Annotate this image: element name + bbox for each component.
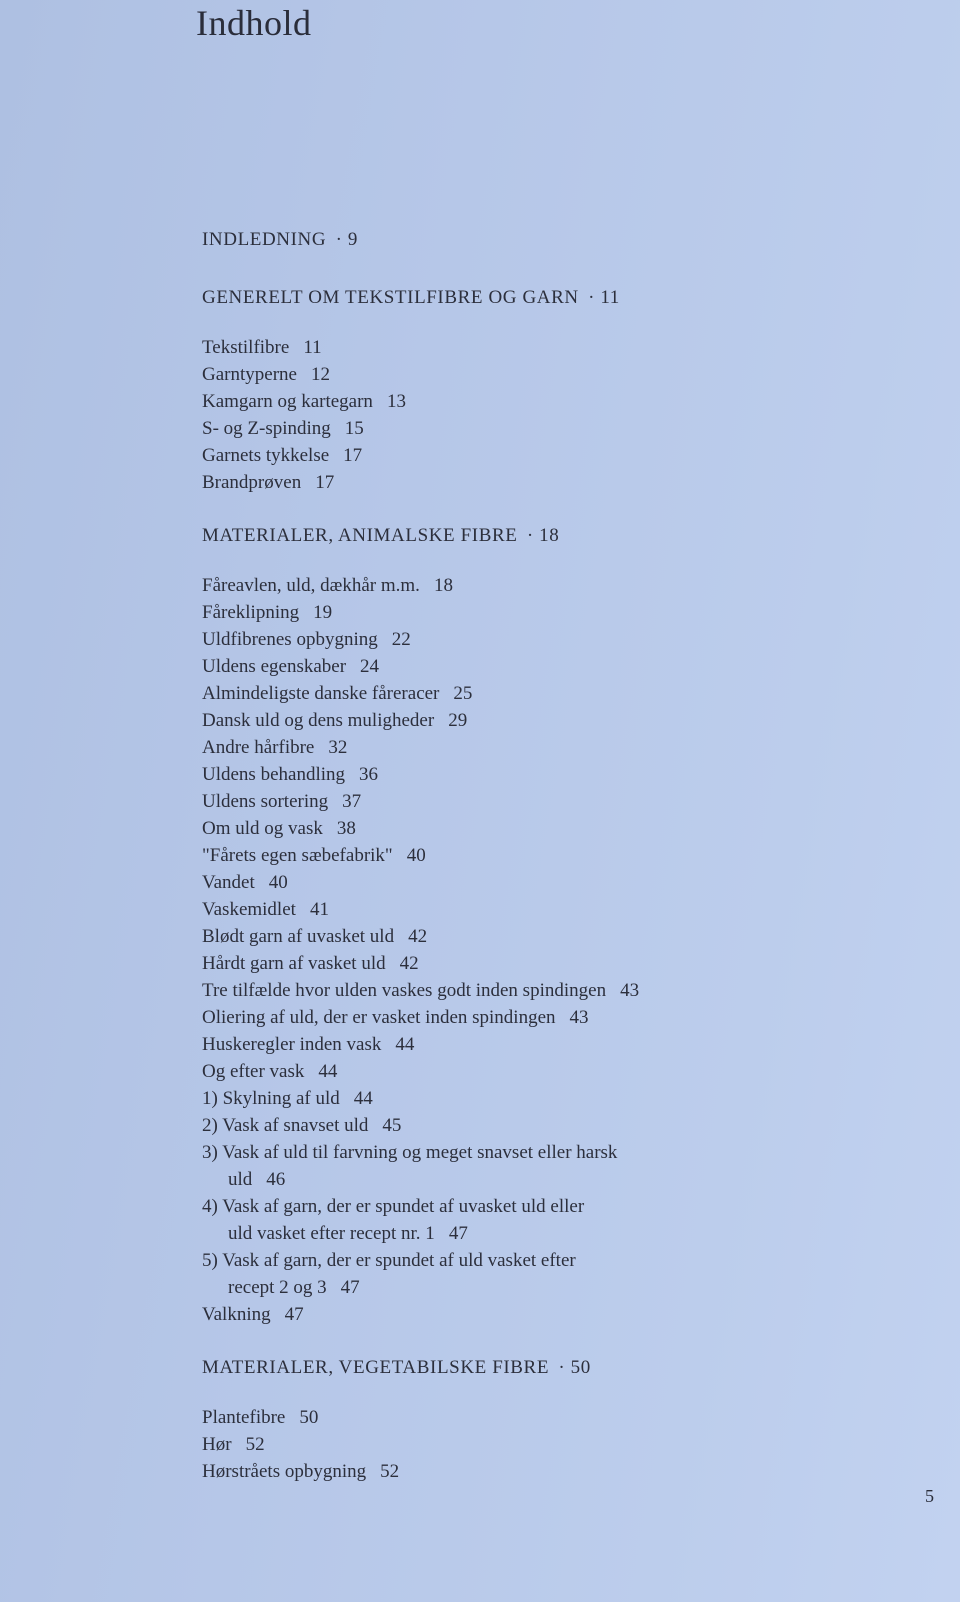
entry-title-continued: recept 2 og 3 (228, 1277, 327, 1298)
entry-title: Fåreklipning (202, 602, 300, 623)
entry-page: 17 (343, 445, 363, 466)
entry-page: 43 (569, 1007, 589, 1028)
toc-entry (202, 1458, 922, 1485)
toc-entry (202, 842, 922, 869)
toc-entry-list (202, 572, 922, 1328)
toc-entry (202, 442, 922, 469)
section-page: · 11 (588, 287, 620, 308)
toc-entry (202, 869, 922, 896)
entry-title: 5) Vask af garn, der er spundet af uld vasket efter (202, 1250, 576, 1271)
entry-page: 12 (310, 364, 330, 385)
entry-title: Vaskemidlet (202, 899, 296, 920)
toc-entry (202, 815, 922, 842)
toc-entry (202, 1193, 922, 1247)
entry-title: Og efter vask (202, 1061, 305, 1082)
entry-page: 38 (336, 818, 356, 839)
entry-page: 37 (342, 791, 362, 812)
entry-page: 24 (360, 656, 380, 677)
entry-title: Uldens behandling (202, 764, 346, 785)
entry-title: Almindeligste danske fåreracer (202, 683, 440, 704)
entry-page: 47 (448, 1223, 468, 1244)
entry-title: Brandprøven (202, 472, 302, 493)
toc-entry (202, 761, 922, 788)
entry-title: Tekstilfibre (202, 337, 290, 358)
toc-entry (202, 1058, 922, 1085)
section-page: · 18 (526, 525, 560, 546)
entry-page: 50 (299, 1407, 319, 1428)
toc-entry (202, 1085, 922, 1112)
entry-title: Vandet (202, 872, 255, 893)
entry-title: Uldens sortering (202, 791, 329, 812)
entry-title: Om uld og vask (202, 818, 323, 839)
entry-page: 18 (433, 575, 453, 596)
toc-entry (202, 361, 922, 388)
entry-title: 1) Skylning af uld (202, 1088, 340, 1109)
entry-title: Kamgarn og kartegarn (202, 391, 373, 412)
entry-title: Blødt garn af uvasket uld (202, 926, 395, 947)
entry-title: Uldens egenskaber (202, 656, 347, 677)
entry-title: Garnets tykkelse (202, 445, 330, 466)
entry-page: 11 (303, 337, 322, 358)
toc-section-heading (202, 284, 922, 312)
entry-page: 45 (382, 1115, 402, 1136)
entry-page: 29 (448, 710, 468, 731)
section-title: INDLEDNING (202, 229, 327, 250)
entry-page: 17 (315, 472, 335, 493)
toc-entry (202, 653, 922, 680)
entry-page: 15 (344, 418, 364, 439)
section-page: · 9 (335, 229, 358, 250)
entry-title: "Fårets egen sæbefabrik" (202, 845, 393, 866)
toc-entry (202, 334, 922, 361)
toc-entry (202, 1431, 922, 1458)
toc-section-heading (202, 1354, 922, 1382)
entry-page: 13 (386, 391, 406, 412)
entry-title-continuation (228, 1274, 922, 1301)
toc-entry (202, 977, 922, 1004)
toc-entry (202, 1404, 922, 1431)
toc-section-heading (202, 226, 922, 254)
entry-title-continued: uld (228, 1169, 253, 1190)
toc-entry (202, 923, 922, 950)
toc-entry (202, 1139, 922, 1193)
entry-page: 42 (408, 926, 428, 947)
entry-page: 25 (453, 683, 473, 704)
toc-entry (202, 415, 922, 442)
entry-title: Valkning (202, 1304, 271, 1325)
toc-entry (202, 788, 922, 815)
page-title: Indhold (196, 3, 312, 43)
section-title: MATERIALER, ANIMALSKE FIBRE (202, 525, 518, 546)
toc-entry-list (202, 1404, 922, 1485)
entry-title: Huskeregler inden vask (202, 1034, 382, 1055)
toc-entry (202, 1247, 922, 1301)
entry-page: 52 (380, 1461, 400, 1482)
toc-entry-list (202, 334, 922, 496)
entry-title: Tre tilfælde hvor ulden vaskes godt inden spindingen (202, 980, 607, 1001)
section-spacer (202, 254, 922, 284)
entry-title-continuation (228, 1220, 922, 1247)
page-number: 5 (925, 1486, 934, 1506)
entry-page: 36 (359, 764, 379, 785)
toc-entry (202, 1301, 922, 1328)
entry-page: 19 (313, 602, 333, 623)
entry-title: Andre hårfibre (202, 737, 315, 758)
toc-entry (202, 1112, 922, 1139)
section-title: GENERELT OM TEKSTILFIBRE OG GARN (202, 287, 579, 308)
entry-page: 44 (318, 1061, 338, 1082)
entry-title: Oliering af uld, der er vasket inden spindingen (202, 1007, 556, 1028)
toc-entry (202, 572, 922, 599)
entry-title: Garntyperne (202, 364, 297, 385)
toc-entry (202, 469, 922, 496)
entry-page: 42 (399, 953, 419, 974)
entry-page: 44 (395, 1034, 415, 1055)
table-of-contents (202, 226, 922, 1511)
entry-title: 4) Vask af garn, der er spundet af uvasket uld eller (202, 1196, 585, 1217)
entry-page: 40 (406, 845, 426, 866)
toc-entry (202, 734, 922, 761)
toc-entry (202, 1004, 922, 1031)
entry-title-continued: uld vasket efter recept nr. 1 (228, 1223, 435, 1244)
toc-entry (202, 950, 922, 977)
entry-title: Dansk uld og dens muligheder (202, 710, 435, 731)
entry-page: 46 (266, 1169, 286, 1190)
entry-title: Hørstråets opbygning (202, 1461, 367, 1482)
entry-title: Uldfibrenes opbygning (202, 629, 378, 650)
toc-section-heading (202, 522, 922, 550)
entry-title: 3) Vask af uld til farvning og meget snavset eller harsk (202, 1142, 618, 1163)
section-title: MATERIALER, VEGETABILSKE FIBRE (202, 1357, 550, 1378)
entry-title: Plantefibre (202, 1407, 286, 1428)
entry-title: Hør (202, 1434, 232, 1455)
entry-page: 40 (268, 872, 288, 893)
toc-entry (202, 707, 922, 734)
entry-page: 47 (340, 1277, 360, 1298)
entry-page: 22 (391, 629, 411, 650)
toc-entry (202, 896, 922, 923)
entry-page: 47 (284, 1304, 304, 1325)
entry-page: 52 (245, 1434, 265, 1455)
entry-title: S- og Z-spinding (202, 418, 331, 439)
section-page: · 50 (558, 1357, 591, 1378)
entry-page: 44 (353, 1088, 373, 1109)
toc-entry (202, 599, 922, 626)
entry-title: 2) Vask af snavset uld (202, 1115, 369, 1136)
entry-title: Hårdt garn af vasket uld (202, 953, 386, 974)
entry-page: 43 (620, 980, 640, 1001)
toc-entry (202, 1031, 922, 1058)
toc-entry (202, 388, 922, 415)
toc-entry (202, 680, 922, 707)
entry-page: 41 (309, 899, 329, 920)
toc-entry (202, 626, 922, 653)
entry-title: Fåreavlen, uld, dækhår m.m. (202, 575, 420, 596)
entry-title-continuation (228, 1166, 922, 1193)
entry-page: 32 (328, 737, 348, 758)
